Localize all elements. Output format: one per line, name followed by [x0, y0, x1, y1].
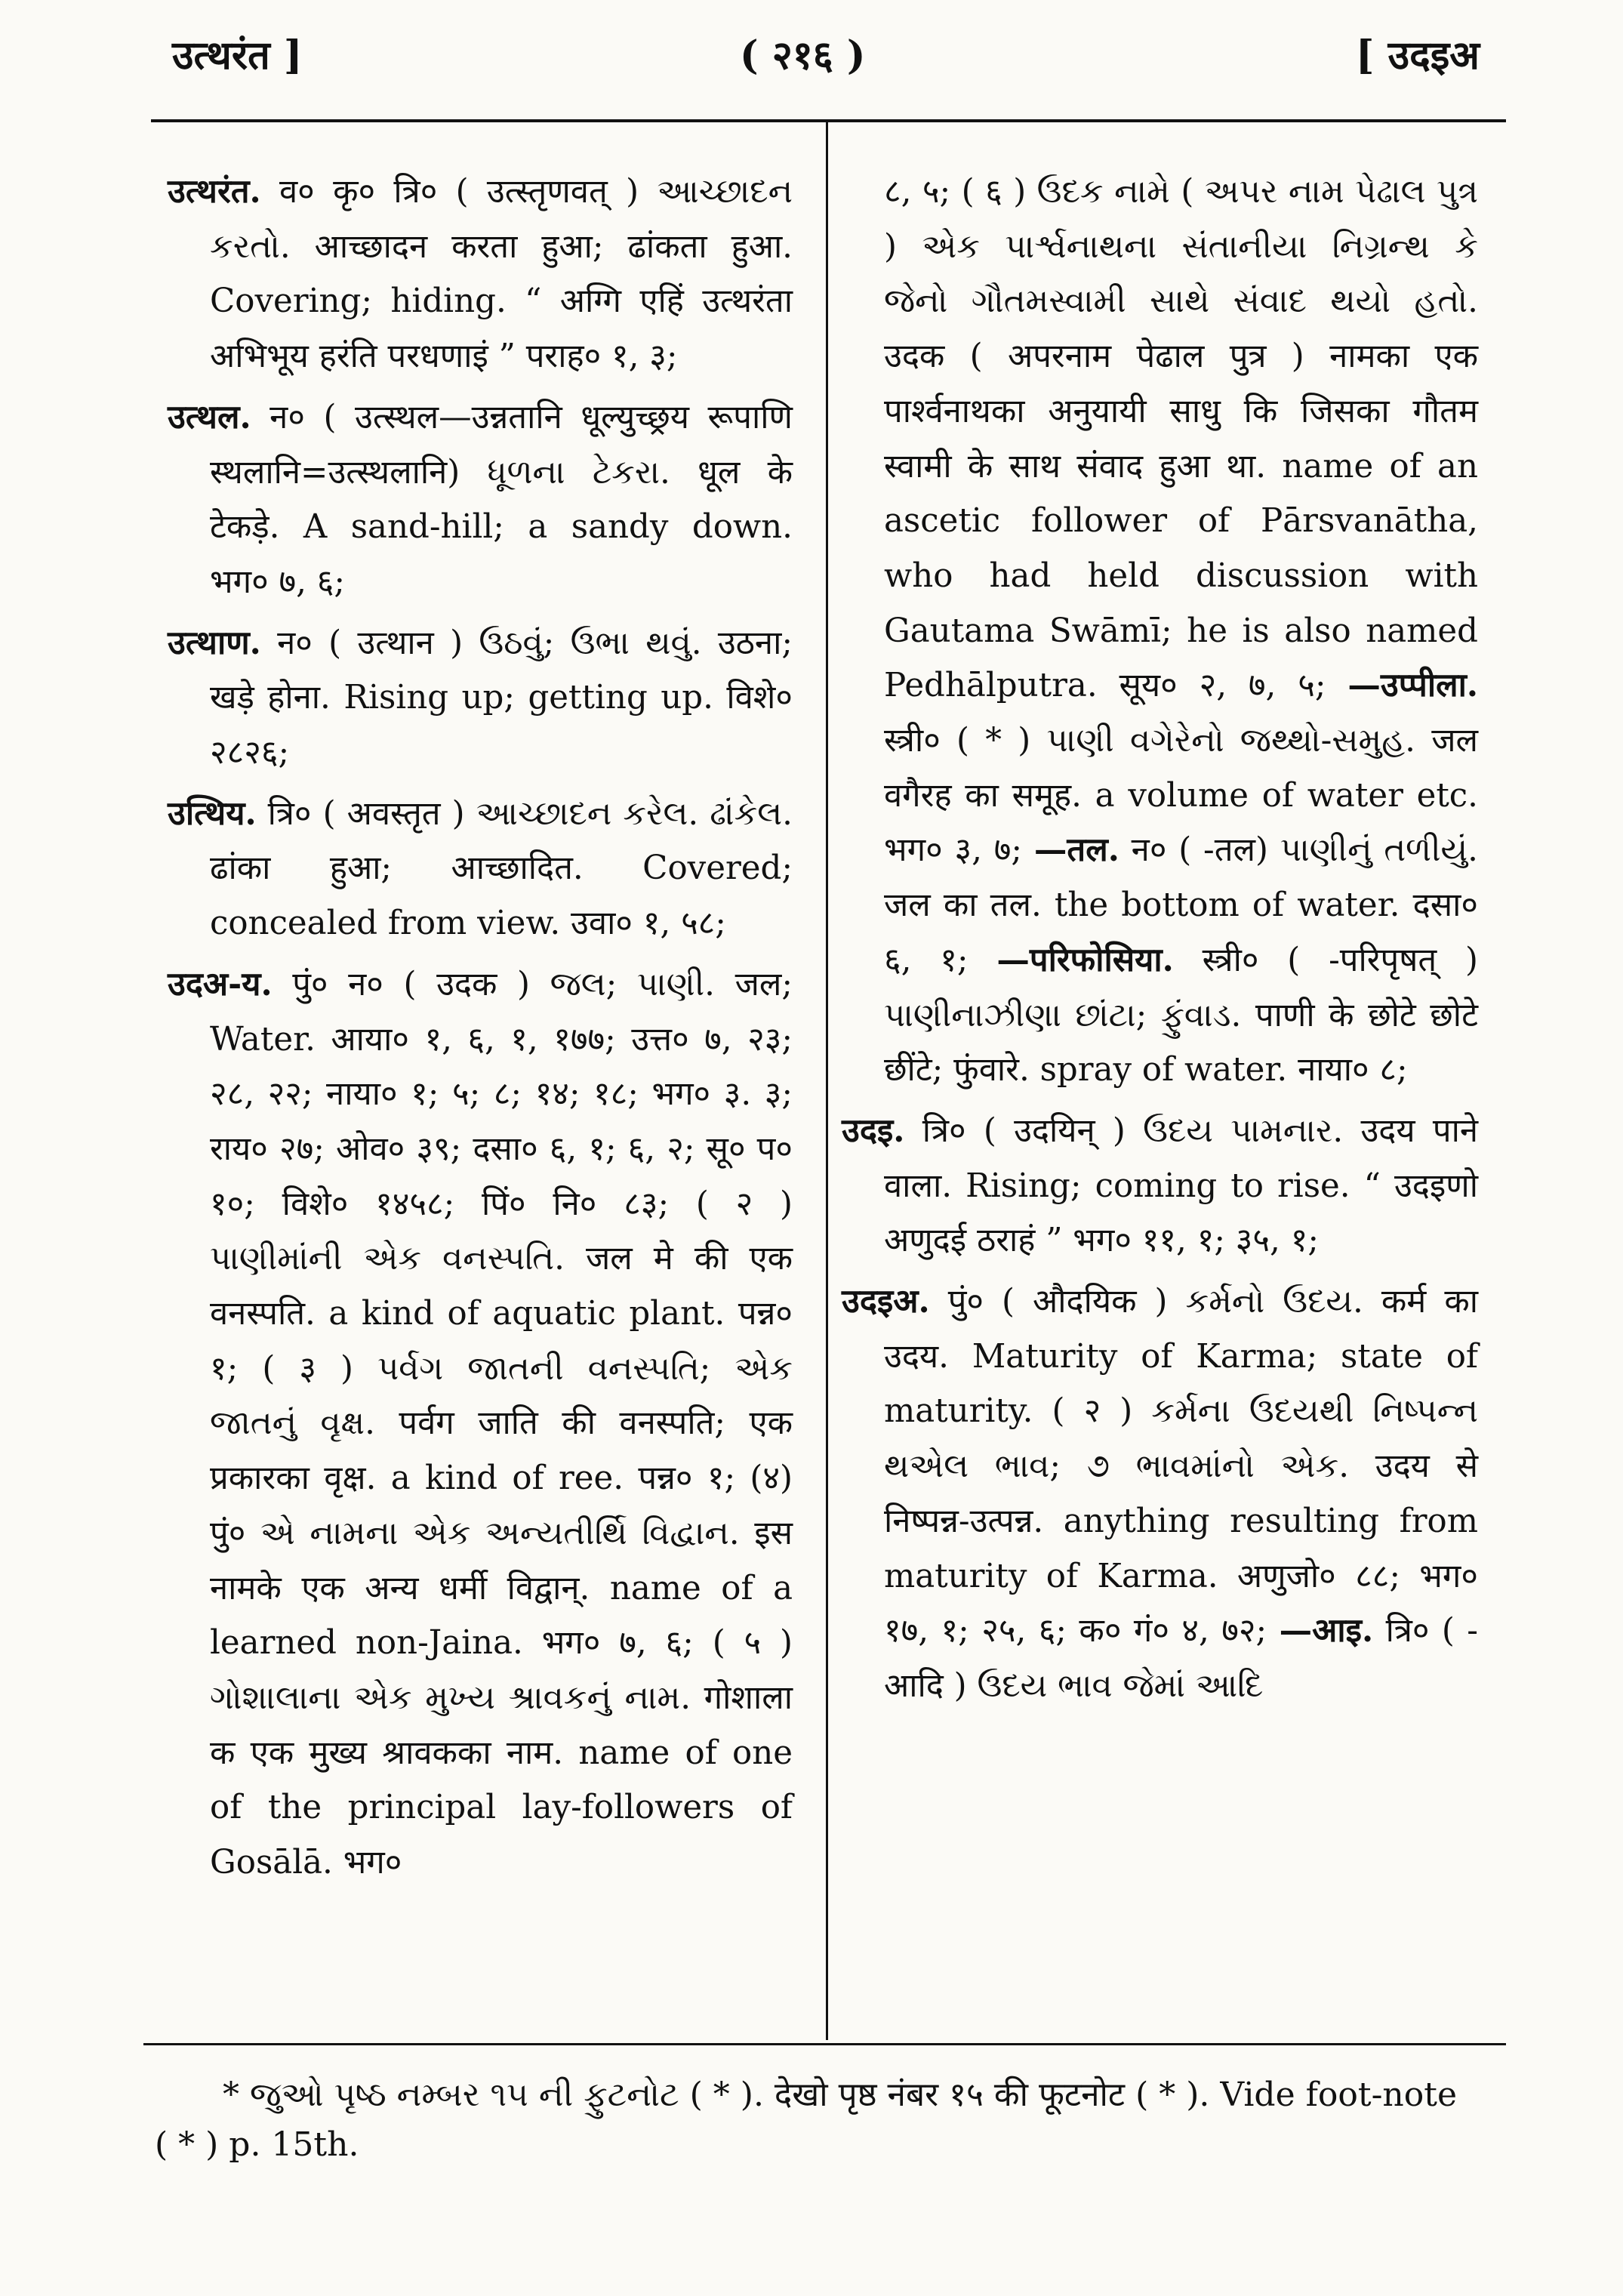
sub-entry-body: स्त्री० ( * ) પાણી વગેરેનો જથ્થો-સમુહ. जल वगैरह का समूह. a volume of water etc. भग० ३, ७; — [884, 722, 1478, 870]
entry-body: व० कृ० त्रि० ( उत्स्तृणवत् ) આચ્છાદન કરતો. आच्छादन करता हुआ; ढांकता हुआ. Covering; hiding. “ अग्गि एहिं उत्थरंता अभिभूय हरंति परधणाइं ” पराह० १, ३; — [210, 173, 793, 376]
footnote-rule — [143, 2043, 1506, 2045]
entry-continuation — [842, 165, 1478, 1098]
sub-headword: —उप्पीला. — [1347, 666, 1478, 705]
dictionary-entry — [842, 1104, 1478, 1268]
header-last-word: [ उदइअ — [1355, 32, 1480, 79]
dictionary-entry — [842, 1274, 1478, 1714]
headword: उत्थाण. — [168, 623, 261, 662]
sub-headword: —तल. — [1033, 831, 1119, 870]
header-first-word: उत्थरंत ] — [172, 32, 303, 79]
headword: उदअ-य. — [168, 964, 273, 1003]
headword: उत्थिय. — [168, 794, 257, 833]
headword: उत्थल. — [168, 397, 251, 436]
sub-entry-body: स्त्री० ( -परिपृषत् ) પાણીનાઝીણા છાંટા; ફુંવાડ. पाणी के छोटे छोटे छींटे; फुंवारे. spray of water. नाया० ८; — [884, 941, 1479, 1089]
entry-body: न० ( उत्थान ) ઉઠવું; ઉભા થવું. उठना; खड़े होना. Rising up; getting up. विशे० २८२६; — [210, 624, 793, 772]
dictionary-entry — [168, 165, 793, 384]
entry-body: न० ( उत्स्थल—उन्नतानि धूल्युच्छ्रय रूपाणि स्थलानि=उत्स्थलानि) ધૂળના ટેકરા. धूल के टेकड़े. A sand-hill; a sandy down. भग० ७, ६; — [210, 398, 793, 601]
header-rule — [151, 119, 1506, 122]
sub-headword: —परिफोसिया. — [996, 940, 1174, 979]
entry-body: पुं० न० ( उदक ) જલ; પાણી. जल; Water. आया० १, ६, १, १७७; उत्त० ७, २३; २८, २२; नाया० १; ५; ८; १४; १८; भग० ३. ३; राय० २७; ओव० ३९; दसा० ६, १; ६, २; सू० प० १०; विशे० १४५८; पिं० नि० ८३; ( २ ) પાણીમાંની એક વનસ્પતિ. जल मे की एक वनस्पति. a kind of aquatic plant. पन्न० १; ( ३ ) પર્વગ જાતની વનસ્પતિ; એક જાતનું વૃક્ષ. पर्वग जाति की वनस्पति; एक प्रकारका वृक्ष. a kind of ree. पन्न० १; (४) पुं० એ નામના એક અન્યતીર્થિ વિદ્વાન. इस नामके एक अन्य धर्मी विद्वान्. name of a learned non-Jaina. भग० ७, ६; ( ५ ) ગોશાલાના એક મુખ્ય શ્રાવકનું નામ. गोशाला क एक मुख्य श्रावकका नाम. name of one of the principal lay-followers of Gosālā. भग० — [210, 965, 793, 1882]
sub-entry-body: न० ( -तल) પાણીનું તળીયું. जल का तल. the bottom of water. दसा० ६, १; — [884, 831, 1478, 979]
headword: उदइ. — [842, 1111, 905, 1150]
sub-headword: —आइ. — [1279, 1611, 1374, 1650]
left-column — [168, 165, 793, 1897]
sub-entry-body: त्रि० ( -आदि ) ઉદય ભાવ જેમાં આદિ — [884, 1612, 1478, 1705]
headword: उदइअ. — [842, 1282, 930, 1321]
headword: उत्थरंत. — [168, 172, 261, 211]
right-column — [842, 165, 1478, 1720]
entry-body: त्रि० ( उदयिन् ) ઉદય પામનાર. उदय पाने वाला. Rising; coming to rise. “ उदइणो अणुदई ठराहं ” भग० ११, १; ३५, १; — [884, 1111, 1479, 1260]
entry-body: पुं० ( औदयिक ) કર્મનો ઉદય. कर्म का उदय. Maturity of Karma; state of maturity. ( २ ) કર્મના ઉદયથી નિષ્પન્ન થએલ ભાવ; ૭ ભાવમાંનો એક. उदय से निष्पन्न-उत्पन्न. anything resulting from maturity of Karma. अणुजो० ८८; भग० १७, १; २५, ६; क० गं० ४, ७२; — [884, 1283, 1478, 1650]
entry-body: त्रि० ( अवस्तृत ) આચ્છાદન કરેલ. ઢાંકેલ. ढांका हुआ; आच्छादित. Covered; concealed from view. उवा० १, ५८; — [210, 794, 793, 943]
dictionary-entry — [168, 957, 793, 1891]
column-divider — [826, 122, 828, 2040]
dictionary-entry — [168, 616, 793, 781]
page-number: ( २१६ ) — [740, 32, 866, 79]
continuation-text: ८, ५; ( ६ ) ઉદક નામે ( અપર નામ પેઢાલ પુત્ર ) એક પાર્શ્વનાથના સંતાનીયા નિગ્રન્થ કે જેનો ગૌતમસ્વામી સાથે સંવાદ થયો હતો. उदक ( अपरनाम पेढाल पुत्र ) नामका एक पार्श्वनाथका अनुयायी साधु कि जिसका गौतम स्वामी के साथ संवाद हुआ था. name of an ascetic follower of Pārsvanātha, who had held discussion with Gautama Swāmī; he is also named Pedhālputra. सूय० २, ७, ५; — [884, 173, 1478, 705]
dictionary-entry — [168, 787, 793, 951]
footnote: * જુઓ પૃષ્ઠ નમ્બર ૧૫ ની ફુટનોટ ( * ). देखो पृष्ठ नंबर १५ की फूटनोट ( * ). Vide foot-note ( * ) p. 15th. — [155, 2076, 1457, 2164]
page-header — [0, 27, 1623, 88]
dictionary-entry — [168, 390, 793, 610]
